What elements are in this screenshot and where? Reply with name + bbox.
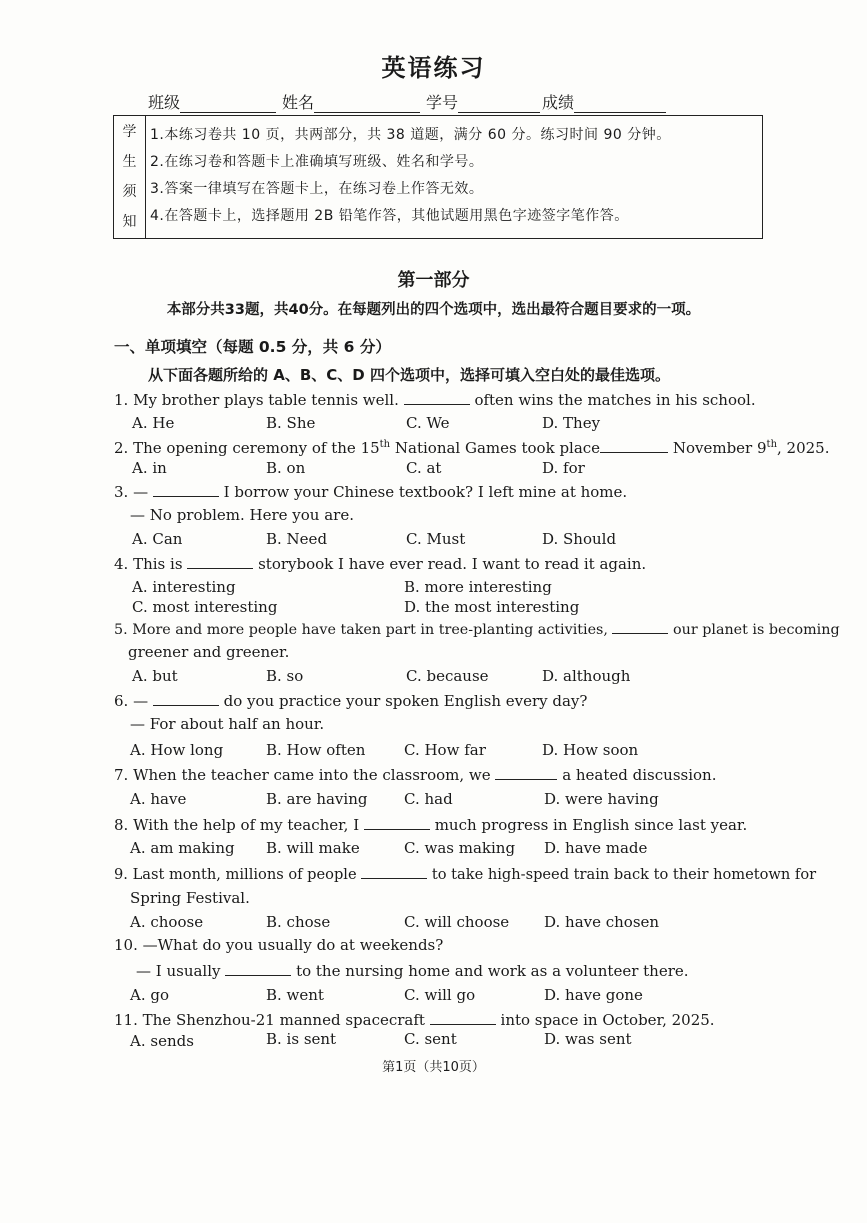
exam-page: 英语练习 班级 姓名 学号 成绩 学 生 须 知 1.本练习卷共 10 页，共两部分，共 38 道题，满分 60 分。练习时间 90 分钟。 2.在练习卷和答题卡上准确填写班级、姓名和学号。 3.答案一律填写在答题卡上，在练习卷上作答无效。 4.在答题卡上，选择题用 2B 铅笔作答，其他试题用黑色字迹签字笔作答。 第一部分 本部分共33题，共40分。在每题列出的四个选项中，选出最符合题目要求的一项。 一、单项填空（每题 0.5 分，共 6 分） 从下面各题所给的 A、B、C、D 四个选项中，选择可填入空白处的最佳选项。 1. My brother plays table tennis well. often wins the matches in his school. A. He B. She C. We D. They 2. The opening ceremony of the 15th National Games took place November 9th, 2025. A. in B. on C. at D. for 3. — I borrow your Chinese textbook? I left mine at home. — No problem. Here you are. A. Can B. Need C. Must D. Should 4. This is storybook I have ever read. I want to read it again. A. interesting B. more interesting C. most interesting D. the most interesting 5. More and more people have taken part in tree-planting activities, our planet is becoming greener and greener. A. but B. so C. because D. although 6. — do you practice your spoken English every day? — For about half an hour. A. How long B. How often C. How far D. How soon 7. When the teacher came into the classroom, we a heated discussion. A. have B. are having C. had D. were having 8. With the help of my teacher, I much progress in English since last year. A. am making B. will make C. was making D. have made 9. Last month, millions of people to take high-speed train back to their hometown for Spring Festival. A. choose B. chose C. will choose D. have chosen 10. —What do you usually do at weekends? — I usually to the nursing home and work as a volunteer there. A. go B. went C. will go D. have gone 11. The Shenzhou-21 manned spacecraft into space in October, 2025. A. sends B. is sent C. sent D. was sent 第1页（共10页） [0,0,867,1223]
option-c[interactable]: C. at [406,459,442,477]
answer-blank[interactable] [153,691,219,706]
option-d[interactable]: D. Should [542,530,617,548]
option-a[interactable]: A. am making [130,839,235,857]
name-field[interactable] [282,90,420,113]
answer-blank[interactable] [153,482,219,497]
option-a[interactable]: A. How long [130,741,224,759]
option-a[interactable]: A. Can [132,530,183,548]
score-field[interactable] [542,90,666,113]
option-a[interactable]: A. but [132,667,178,685]
option-b[interactable]: B. will make [266,839,360,857]
option-b[interactable]: B. so [266,667,304,685]
option-d[interactable]: D. have gone [544,986,643,1004]
option-b[interactable]: B. She [266,414,316,432]
part-title: 第一部分 [397,270,470,291]
option-b[interactable]: B. went [266,986,324,1004]
score-label: 成绩 [542,93,575,112]
option-a[interactable]: A. He [132,414,175,432]
option-d[interactable]: D. for [542,459,585,477]
answer-blank[interactable] [364,815,430,830]
class-field[interactable] [148,90,276,113]
answer-blank[interactable] [361,864,427,879]
answer-blank[interactable] [187,554,253,569]
option-d[interactable]: D. was sent [544,1030,632,1048]
notice-item: 1.本练习卷共 10 页，共两部分，共 38 道题，满分 60 分。练习时间 90 分钟。 [150,127,671,143]
option-c[interactable]: C. sent [404,1030,457,1048]
answer-blank[interactable] [600,438,668,453]
student-id-field[interactable] [426,90,540,113]
answer-blank[interactable] [612,619,668,634]
notice-list [150,122,671,230]
option-c[interactable]: C. will go [404,986,476,1004]
section-heading: 一、单项填空（每题 0.5 分，共 6 分） [114,338,391,356]
option-a[interactable]: A. go [130,986,170,1004]
answer-blank[interactable] [404,390,470,405]
option-d[interactable]: D. although [542,667,631,685]
option-d[interactable]: D. They [542,414,601,432]
option-c[interactable]: C. because [406,667,489,685]
option-c[interactable]: C. was making [404,839,516,857]
class-label: 班级 [148,93,181,112]
student-notice-box [113,115,763,239]
answer-blank[interactable] [225,961,291,976]
option-c[interactable]: C. had [404,790,453,808]
option-a[interactable]: A. interesting [132,578,236,596]
option-b[interactable]: B. more interesting [404,578,552,596]
name-label: 姓名 [282,93,315,112]
option-a[interactable]: A. have [130,790,187,808]
option-c[interactable]: C. We [406,414,450,432]
option-a[interactable]: A. in [132,459,167,477]
option-b[interactable]: B. chose [266,913,331,931]
option-b[interactable]: B. Need [266,530,328,548]
option-c[interactable]: C. most interesting [132,598,278,616]
option-b[interactable]: B. How often [266,741,366,759]
option-d[interactable]: D. were having [544,790,659,808]
option-c[interactable]: C. Must [406,530,466,548]
part-description: 本部分共33题，共40分。在每题列出的四个选项中，选出最符合题目要求的一项。 [166,302,701,318]
page-footer: 第1页（共10页） [382,1060,485,1075]
answer-blank[interactable] [495,765,557,780]
option-d[interactable]: D. have chosen [544,913,660,931]
answer-blank[interactable] [430,1010,496,1025]
option-b[interactable]: B. are having [266,790,368,808]
option-d[interactable]: D. have made [544,839,648,857]
student-info-row [148,90,708,114]
option-d[interactable]: D. the most interesting [404,598,580,616]
notice-item: 3.答案一律填写在答题卡上，在练习卷上作答无效。 [150,181,484,197]
option-d[interactable]: D. How soon [542,741,639,759]
option-c[interactable]: C. will choose [404,913,510,931]
option-a[interactable]: A. choose [130,913,204,931]
notice-side-label: 学 生 须 知 [114,116,146,238]
option-b[interactable]: B. on [266,459,306,477]
page-title: 英语练习 [381,54,486,82]
notice-item: 4.在答题卡上，选择题用 2B 铅笔作答，其他试题用黑色字迹签字笔作答。 [150,208,629,224]
notice-item: 2.在练习卷和答题卡上准确填写班级、姓名和学号。 [150,154,484,170]
section-instruction: 从下面各题所给的 A、B、C、D 四个选项中，选择可填入空白处的最佳选项。 [148,366,670,384]
option-c[interactable]: C. How far [404,741,486,759]
student-id-label: 学号 [426,93,459,112]
option-b[interactable]: B. is sent [266,1030,337,1048]
option-a[interactable]: A. sends [130,1032,194,1050]
